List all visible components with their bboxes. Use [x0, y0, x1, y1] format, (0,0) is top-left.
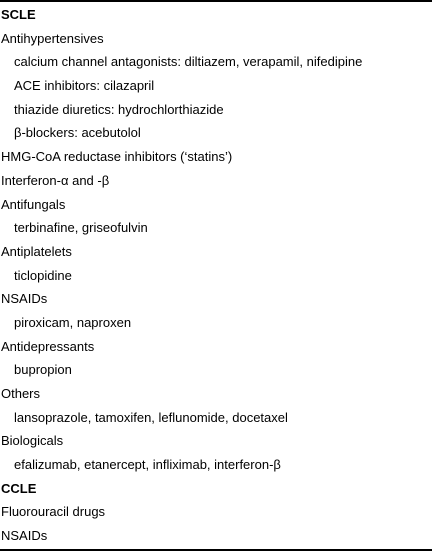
bottom-rule: [0, 549, 432, 551]
drug-list-row: terbinafine, griseofulvin: [14, 220, 148, 236]
category-row: NSAIDs: [1, 291, 48, 307]
drug-list-row: efalizumab, etanercept, infliximab, interferon-β: [14, 457, 281, 473]
drug-list-row: thiazide diuretics: hydrochlorthiazide: [14, 101, 224, 117]
section-header: CCLE: [1, 480, 37, 496]
category-row: Others: [1, 386, 41, 401]
category-row: Antidepressants: [1, 338, 95, 354]
section-header: SCLE: [1, 7, 36, 22]
category-row: NSAIDs: [1, 528, 48, 544]
drug-list-row: ACE inhibitors: cilazapril: [14, 78, 155, 94]
category-row: Antihypertensives: [1, 30, 104, 46]
drug-list-row: β-blockers: acebutolol: [14, 125, 141, 141]
table-body: [0, 3, 432, 548]
drug-list-row: bupropion: [14, 362, 72, 378]
category-row: Antiplatelets: [1, 243, 72, 259]
category-row: Biologicals: [1, 433, 64, 449]
top-rule: [0, 0, 432, 2]
category-row: HMG-CoA reductase inhibitors (‘statins’): [1, 149, 233, 165]
category-row: Fluorouracil drugs: [1, 504, 106, 520]
drug-list-row: ticlopidine: [14, 267, 72, 283]
drug-list-row: piroxicam, naproxen: [14, 314, 132, 330]
category-row: Interferon-α and -β: [1, 172, 110, 188]
category-row: Antifungals: [1, 196, 66, 212]
drug-list-row: calcium channel antagonists: diltiazem, verapamil, nifedipine: [14, 54, 363, 70]
drug-list-row: lansoprazole, tamoxifen, leflunomide, docetaxel: [14, 409, 288, 425]
